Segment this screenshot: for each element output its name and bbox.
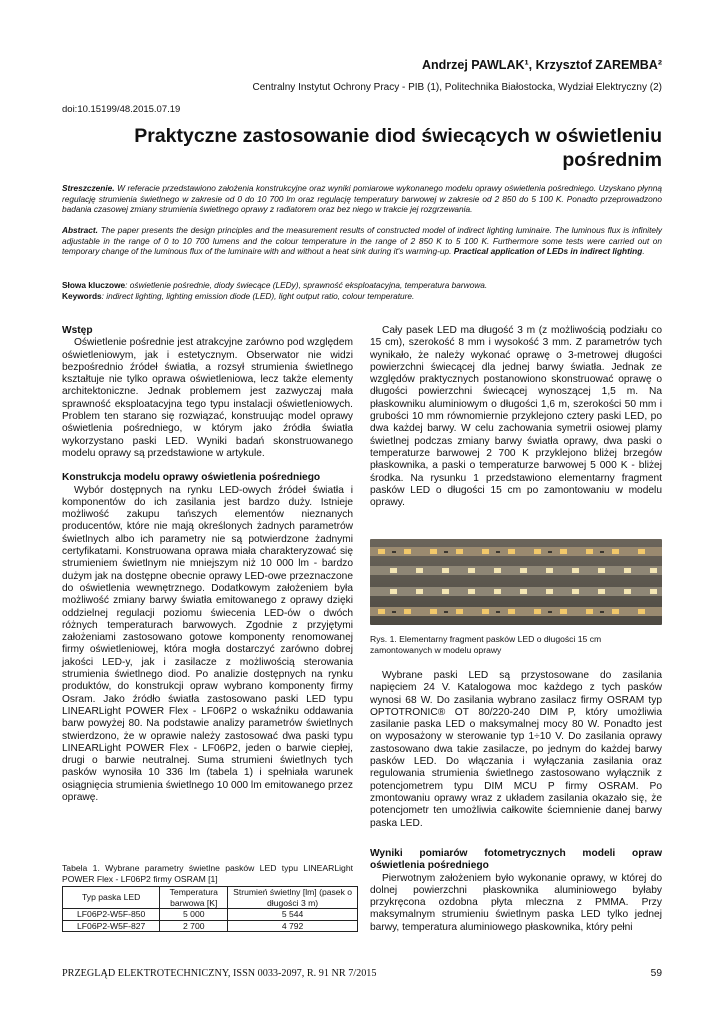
table-header-cell: Typ paska LED [63, 887, 160, 909]
table-cell: 4 792 [228, 920, 358, 932]
abstract-label: Abstract. [62, 225, 98, 235]
abstract-en [62, 225, 662, 257]
abstract-title-label: Practical application of LEDs in indirect lighting [453, 246, 643, 256]
paragraph-construction: Wybór dostępnych na rynku LED-owych źródeł światła i komponentów do ich zasilania jest bardzo duży. Istnieje możliwość zakupu tańszych elementów nieznanych producentów, które nie mają określonych żadnych parametrów świetlnych albo ich parametry nie są potwierdzone żadnymi certyfikatami. Konstruowana oprawa miała charakteryzować się strumieniem świetlnym nie mniejszym niż 10 000 lm - bardzo dużym jak na dostępne obecnie oprawy LED-owe przeznaczone do oświetlenia wewnętrznego. Dodatkowym założeniem była możliwość zmiany barwy światła emitowanego z oprawy dzięki oddzielnej regulacji poziomu świecenia LED-ów o dwóch różnych temperaturach barwowych. Zgodnie z przyjętymi założeniami zastosowano gotowe komponenty renomowanej firmy oświetleniowej, która mogła dostarczyć zarówno dobrej jakości LED-y, jak i zasilacze z możliwością sterowania strumienia świetlnego diod. Po analizie dostępnych na rynku produktów, do konstrukcji opraw wybrano komponenty firmy Osram. Jako źródło światła zastosowano paski LED typu LINEARLight POWER Flex - LF06P2 o wskaźniku oddawania barw powyżej 80. Na podstawie analizy parametrów świetlnych stwierdzono, że w oprawie należy zastosować dwa paski typu LINEARLight POWER Flex - LF06P2, jeden o barwie ciepłej, drugi o barwie neutralnej. Suma strumieni świetlnych tych pasków wynosiła 10 336 lm (tabela 1) i spełniała warunek osiągnięcia strumienia świetlnego 10 000 lm emitowanego przez oprawę. [62, 484, 353, 803]
table-cell: 2 700 [160, 920, 228, 932]
table-row [63, 909, 358, 921]
led-parameters-table [62, 886, 358, 932]
table-header-row [63, 887, 358, 909]
keywords-pl [62, 280, 662, 291]
paragraph-intro: Oświetlenie pośrednie jest atrakcyjne zarówno pod względem oświetleniowym, jak i estetycznym. Obserwator nie widzi bezpośrednio źródeł światła, a rozsył strumienia świetlnego kształtuje nie tylko oprawa oświetleniowa, lecz także elementy architektoniczne. Jednak problemem jest zazwyczaj mała sprawność eksploatacyjna tego typu instalacji oświetleniowych. Problem ten starano się rozwiązać, konstruując model oprawy oświetlenia pośredniego, w którym jako źródła światła wykorzystano paski LED. Wyniki badań skonstruowanego modelu oprawy są przedstawione w artykule. [62, 337, 353, 459]
table-caption: Tabela 1. Wybrane parametry świetlne pasków LED typu LINEARLight POWER Flex - LF06P2 firmy OSRAM [1] [62, 863, 353, 884]
page-number: 59 [650, 968, 662, 979]
paragraph-results: Pierwotnym założeniem było wykonanie oprawy, w której do dolnej powierzchni płaskownika aluminiowego byłaby przykręcona ozdobna płyta mleczna z PMMA. Przy maksymalnym strumieniu świetlnym paska LED tylko jednej barwy, temperatura aluminiowego płaskownika, który pełni [370, 872, 662, 933]
section-heading-construction: Konstrukcja modelu oprawy oświetlenia pośredniego [62, 472, 321, 484]
right-column-top [370, 325, 662, 509]
right-column-middle [370, 670, 662, 830]
figure-caption: Rys. 1. Elementarny fragment pasków LED o długości 15 cm zamontowanych w modelu oprawy [370, 634, 602, 655]
summary-text: W referacie przedstawiono założenia konstrukcyjne oraz wyniki pomiarowe wykonanego modelu oprawy oświetlenia pośredniego. Uzyskano płynną regulację strumienia świetlnego w zakresie od 0 do 10 700 lm oraz regulację temperatury barwowej w zakresie od 2 850 do 5 100 K. Ponadto przeprowadzono badania czasowej zmiany strumienia świetlnego oprawy z radiatorem oraz bez niego w trakcie jej rozgrzewania. [62, 183, 663, 214]
abstract-text: The paper presents the design principles and the measurement results of constructed model of indirect lighting luminaire. The luminous flux is infinitely adjustable in the range of 0 to 10 700 lumens and the colour temperature in the range of 2 850 K to 5 100 K. Furthermore some tests were carried out on temporary change of the luminous flux of the luminaire with and without a heat sink during it's warming-up. [62, 225, 662, 256]
right-column-bottom [370, 848, 662, 934]
keywords-block [62, 280, 662, 302]
left-column [62, 325, 353, 804]
keywords-pl-label: Słowa kluczowe [62, 280, 126, 290]
keywords-pl-text: : oświetlenie pośrednie, diody świecące (LEDy), sprawność eksploatacyjna, temperatura barwowa. [125, 280, 488, 290]
section-heading-intro: Wstęp [62, 325, 93, 336]
affiliation: Centralny Instytut Ochrony Pracy - PIB (1), Politechnika Białostocka, Wydział Elektryczny (2) [252, 82, 662, 93]
section-heading-results: Wyniki pomiarów fotometrycznych modeli opraw oświetlenia pośredniego [370, 848, 662, 872]
paragraph-strip: Cały pasek LED ma długość 3 m (z możliwością podziału co 15 cm), szerokość 8 mm i wysokość 3 mm. Z parametrów tych wynikało, że należy wykonać oprawę o 3-metrowej długości powierzchni świecącej dla jednej barwy światła. Jednak ze względów praktycznych postanowiono skonstruować oprawę o długości powierzchni świecącej wynoszącej 1,5 m. Na płaskowniku aluminiowym o długości 1,6 m, szerokości 50 mm i grubości 10 mm równomiernie przyklejono cztery paski LED, po dwa każdej barwy. W celu zachowania symetrii osiowej plamy świetlnej podczas zmiany barwy światła oprawy, dwa paski o temperaturze barwowej 2 700 K przyklejono bliżej brzegów płaskownika, a paski o temperaturze barwowej 5 000 K - bliżej środka. Na rysunku 1 przedstawiono elementarny fragment pasków LED o długości 15 cm po zamontowaniu w modelu oprawy. [370, 325, 662, 509]
led-strip-photo [370, 539, 662, 625]
summary-label: Streszczenie. [62, 183, 115, 193]
keywords-en-label: Keywords [62, 291, 102, 301]
journal-footer: PRZEGLĄD ELEKTROTECHNICZNY, ISSN 0033-2097, R. 91 NR 7/2015 [62, 968, 377, 979]
doi: doi:10.15199/48.2015.07.19 [62, 104, 181, 115]
paragraph-power: Wybrane paski LED są przystosowane do zasilania napięciem 24 V. Katalogowa moc każdego z tych pasków wynosi 68 W. Do zasilania wybrano zasilacz firmy OSRAM typ OPTOTRONIC® OT 80/220-240 DIM P, który umożliwia zasilanie paska LED o maksymalnej mocy 80 W. Ponadto jest on wyposażony w sterowanie typ 1÷10 V. Do zasilania oprawy zastosowano dwa takie zasilacze, po jednym do każdej barwy pasków LED. Do włączania i wyłączania zasilania oraz regulowania strumienia świetlnego zastosowano wyłącznik z potencjometrem typu DIM MCU P firmy OSRAM. Po zmontowaniu oprawy wraz z układem zasilania okazało się, że potencjometr ten umożliwia całkowite ściemnienie danej barwy paska LED. [370, 670, 662, 829]
summary-pl [62, 183, 662, 215]
keywords-en-text: : indirect lighting, lighting emission diode (LED), light output ratio, colour temperature. [101, 291, 415, 301]
table-cell: 5 544 [228, 909, 358, 921]
table-header-cell: Strumień świetlny [lm] (pasek o długości 3 m) [228, 887, 358, 909]
table-cell: LF06P2-W5F-827 [63, 920, 160, 932]
abstract-title-end: . [642, 246, 645, 256]
table-row [63, 920, 358, 932]
keywords-en [62, 291, 662, 302]
authors: Andrzej PAWLAK¹, Krzysztof ZAREMBA² [421, 58, 662, 72]
paper-title: Praktyczne zastosowanie diod świecących w oświetleniu pośrednim [134, 125, 662, 171]
table-cell: 5 000 [160, 909, 228, 921]
table-header-cell: Temperatura barwowa [K] [160, 887, 228, 909]
table-cell: LF06P2-W5F-850 [63, 909, 160, 921]
